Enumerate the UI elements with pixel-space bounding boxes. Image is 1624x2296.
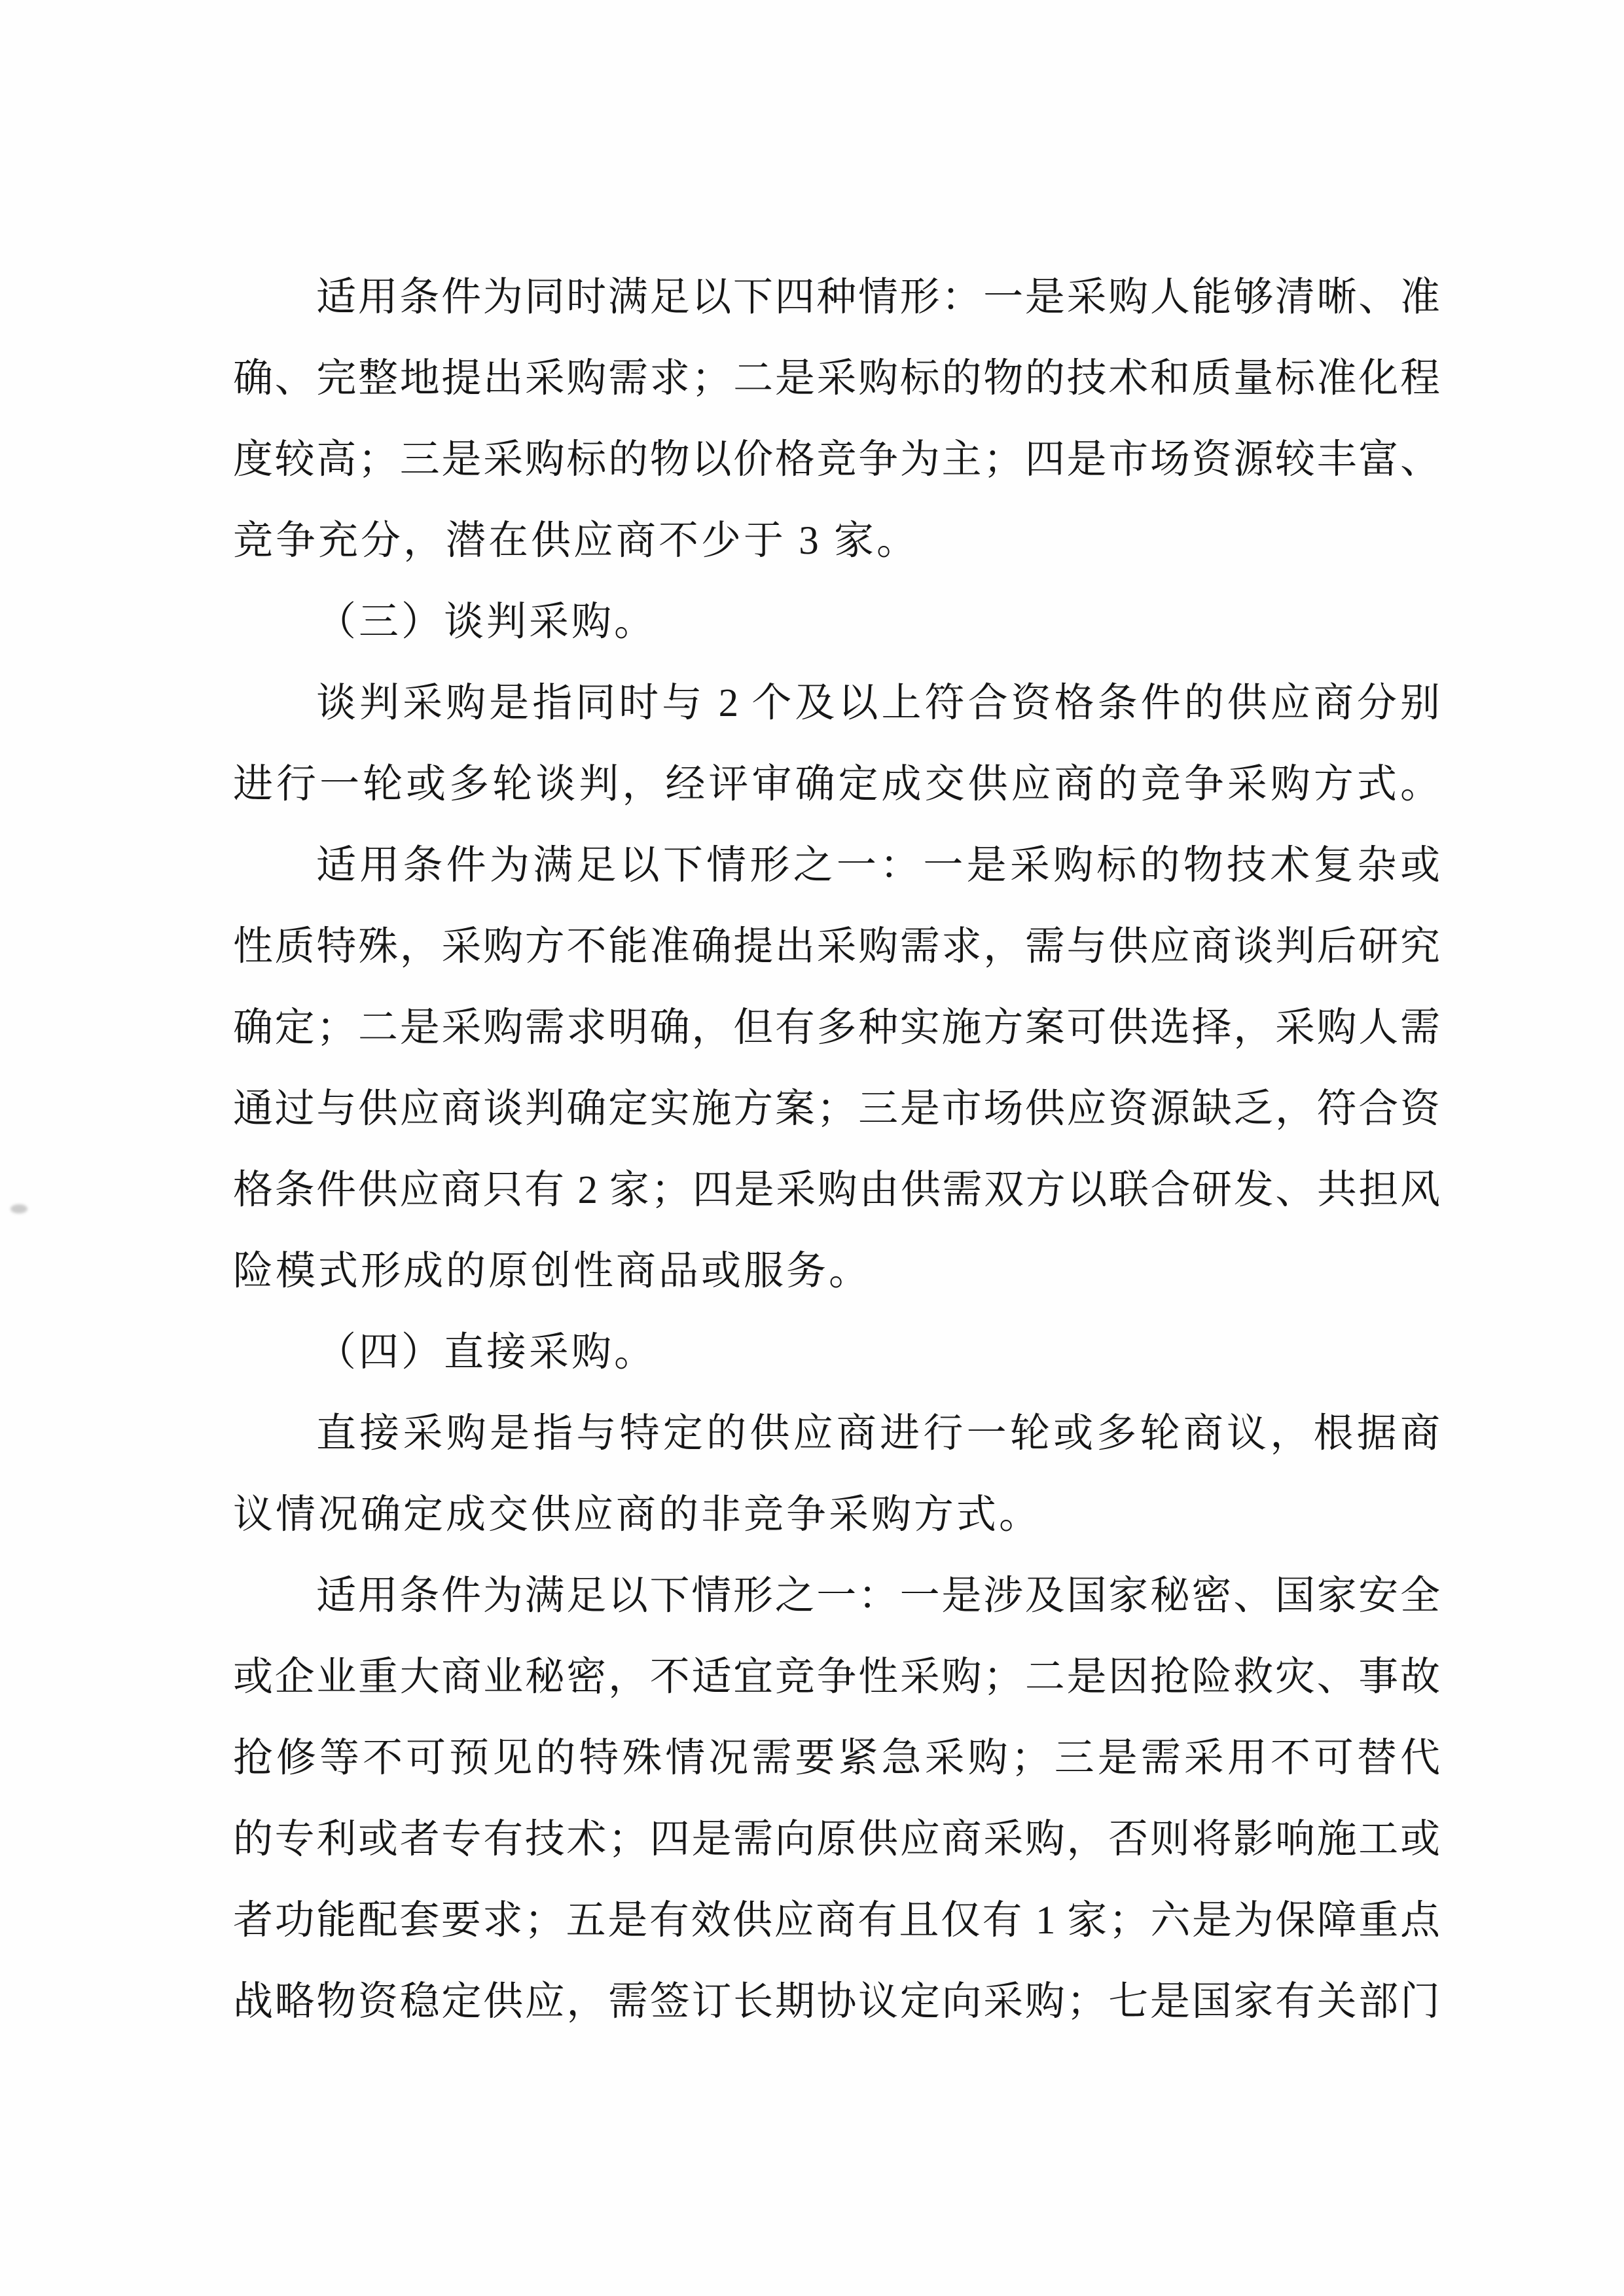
heading-negotiated-procurement-line-1: （三）谈判采购。	[316, 600, 657, 644]
paragraph-applicable-conditions-four-cases-line-4: 竞争充分，潜在供应商不少于 3 家。	[233, 519, 920, 563]
paragraph-negotiated-procurement-conditions-line-6: 险模式形成的原创性商品或服务。	[233, 1249, 872, 1293]
paragraph-direct-procurement-conditions-line-5: 者功能配套要求；五是有效供应商有且仅有 1 家；六是为保障重点	[233, 1899, 1440, 1943]
paragraph-direct-procurement-conditions-line-2: 或企业重大商业秘密，不适宜竞争性采购；二是因抢险救灾、事故	[233, 1655, 1440, 1699]
text-block	[233, 257, 1440, 2043]
paragraph-direct-procurement-conditions-line-1: 适用条件为满足以下情形之一：一是涉及国家秘密、国家安全	[316, 1574, 1440, 1618]
paragraph-negotiated-procurement-conditions-line-4: 通过与供应商谈判确定实施方案；三是市场供应资源缺乏，符合资	[233, 1087, 1440, 1131]
scan-artifact	[10, 1204, 27, 1213]
paragraph-direct-procurement-conditions-line-3: 抢修等不可预见的特殊情况需要紧急采购；三是需采用不可替代	[233, 1736, 1440, 1780]
paragraph-negotiated-procurement-definition-line-2: 进行一轮或多轮谈判，经评审确定成交供应商的竞争采购方式。	[233, 762, 1440, 806]
paragraph-negotiated-procurement-conditions-line-5: 格条件供应商只有 2 家；四是采购由供需双方以联合研发、共担风	[233, 1168, 1440, 1212]
paragraph-negotiated-procurement-conditions-line-1: 适用条件为满足以下情形之一：一是采购标的物技术复杂或	[316, 844, 1440, 888]
paragraph-direct-procurement-conditions-line-6: 战略物资稳定供应，需签订长期协议定向采购；七是国家有关部门	[233, 1980, 1440, 2024]
paragraph-negotiated-procurement-conditions-line-3: 确定；二是采购需求明确，但有多种实施方案可供选择，采购人需	[233, 1006, 1440, 1050]
heading-direct-procurement-line-1: （四）直接采购。	[316, 1331, 657, 1374]
paragraph-applicable-conditions-four-cases-line-2: 确、完整地提出采购需求；二是采购标的物的技术和质量标准化程	[233, 357, 1440, 401]
paragraph-direct-procurement-conditions-line-4: 的专利或者专有技术；四是需向原供应商采购，否则将影响施工或	[233, 1818, 1440, 1861]
paragraph-negotiated-procurement-conditions-line-2: 性质特殊，采购方不能准确提出采购需求，需与供应商谈判后研究	[233, 925, 1440, 969]
paragraph-applicable-conditions-four-cases-line-3: 度较高；三是采购标的物以价格竞争为主；四是市场资源较丰富、	[233, 438, 1440, 482]
paragraph-direct-procurement-definition-line-1: 直接采购是指与特定的供应商进行一轮或多轮商议，根据商	[316, 1412, 1440, 1456]
paragraph-direct-procurement-definition-line-2: 议情况确定成交供应商的非竞争采购方式。	[233, 1493, 1042, 1537]
paragraph-applicable-conditions-four-cases-line-1: 适用条件为同时满足以下四种情形：一是采购人能够清晰、准	[316, 276, 1440, 319]
paragraph-negotiated-procurement-definition-line-1: 谈判采购是指同时与 2 个及以上符合资格条件的供应商分别	[316, 681, 1440, 725]
